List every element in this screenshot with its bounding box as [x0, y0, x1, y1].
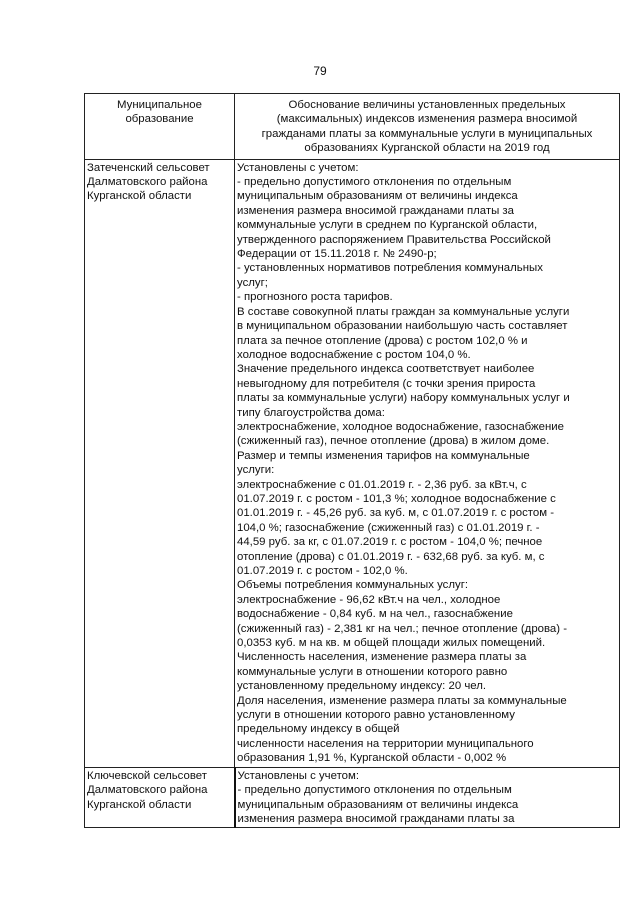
table-row: [85, 159, 620, 767]
municipality-line: Курганской области: [87, 798, 192, 811]
text-line: услуг;: [237, 276, 268, 289]
text-line: Доля населения, изменение размера платы за коммунальные: [237, 694, 567, 707]
text-line: изменения размера вносимой гражданами платы за: [237, 812, 515, 825]
text-line: плата за печное отопление (дрова) с ростом 102,0 % и: [237, 334, 528, 347]
text-line: - предельно допустимого отклонения по отдельным: [237, 176, 512, 189]
text-line: электроснабжение - 96,62 кВт.ч на чел., холодное: [237, 593, 501, 606]
header-line: (максимальных) индексов изменения размера вносимой: [276, 113, 578, 126]
text-line: 44,59 руб. за кг, с 01.07.2019 г. с ростом - 104,0 %; печное: [237, 536, 543, 549]
justification-table: [84, 93, 620, 828]
text-line: установленному предельному индексу: 20 чел.: [237, 680, 487, 693]
municipality-cell: [85, 159, 235, 767]
text-line: Установлены с учетом:: [237, 769, 359, 782]
municipality-line: Далматовского района: [87, 784, 208, 797]
text-line: (сжиженный газ), печное отопление (дрова) в жилом доме.: [237, 435, 550, 448]
text-line: Размер и темпы изменения тарифов на коммунальные: [237, 449, 530, 462]
text-line: электроснабжение, холодное водоснабжение, газоснабжение: [237, 420, 564, 433]
text-line: предельному индексу в общей: [237, 723, 400, 736]
text-line: холодное водоснабжение с ростом 104,0 %.: [237, 348, 471, 361]
header-line: Муниципальное: [117, 99, 202, 111]
text-line: муниципальным образованиям от величины индекса: [237, 190, 518, 203]
header-line: образование: [125, 113, 194, 126]
text-line: Установлены с учетом:: [237, 161, 359, 174]
header-line: образованиях Курганской области на 2019 год: [304, 142, 550, 155]
text-line: муниципальным образованиям от величины индекса: [237, 798, 519, 811]
text-line: - прогнозного роста тарифов.: [237, 291, 393, 304]
text-line: водоснабжение - 0,84 куб. м на чел., газоснабжение: [237, 608, 513, 621]
text-line: услуги в отношении которого равно установленному: [237, 709, 515, 722]
text-line: коммунальные услуги в отношении которого равно: [237, 665, 508, 678]
municipality-cell: [85, 767, 235, 828]
justification-cell: [235, 159, 620, 767]
text-line: платы за коммунальные услуги) набору коммунальных услуг и: [237, 392, 570, 405]
text-line: Объемы потребления коммунальных услуг:: [237, 579, 469, 592]
text-line: электроснабжение с 01.01.2019 г. - 2,36 руб. за кВт.ч, с: [237, 478, 527, 491]
text-line: коммунальные услуги в среднем по Курганской области,: [237, 219, 538, 232]
text-line: численности населения на территории муниципального: [237, 737, 534, 750]
text-line: 104,0 %; газоснабжение (сжиженный газ) с 01.01.2019 г. -: [237, 521, 540, 534]
text-line: изменения размера вносимой гражданами платы за: [237, 204, 514, 217]
text-line: 01.07.2019 г. с ростом - 102,0 %.: [237, 565, 408, 577]
header-line: гражданами платы за коммунальные услуги в муниципальных: [261, 127, 593, 140]
text-line: типу благоустройства дома:: [237, 406, 385, 419]
text-line: - установленных нормативов потребления коммунальных: [237, 262, 543, 275]
text-line: 01.01.2019 г. - 45,26 руб. за куб. м, с 01.07.2019 г. с ростом -: [237, 507, 555, 520]
text-line: В составе совокупной платы граждан за коммунальные услуги: [237, 305, 570, 318]
text-line: услуги:: [237, 464, 275, 477]
text-line: Значение предельного индекса соответствует наиболее: [237, 363, 535, 376]
text-line: 01.07.2019 г. с ростом - 101,3 %; холодное водоснабжение с: [237, 492, 556, 505]
municipality-line: Далматовского района: [87, 176, 208, 189]
text-line: невыгодному для потребителя (с точки зрения прироста: [237, 377, 536, 390]
text-line: (сжиженный газ) - 2,381 кг на чел.; печное отопление (дрова) -: [237, 622, 568, 635]
table-row: [85, 767, 620, 828]
text-line: Численность населения, изменение размера платы за: [237, 651, 527, 664]
text-line: утвержденного распоряжением Правительства Российской: [237, 233, 551, 246]
text-line: 0,0353 куб. м на кв. м общей площади жилых помещений.: [237, 637, 546, 650]
text-line: отопление (дрова) с 01.01.2019 г. - 632,68 руб. за куб. м, с: [237, 550, 545, 563]
header-municipality: [85, 94, 235, 160]
header-justification: [235, 94, 620, 160]
municipality-line: Курганской области: [87, 190, 192, 203]
municipality-line: Затеченский сельсовет: [87, 161, 210, 174]
page-number: 79: [313, 64, 327, 78]
header-line: Обоснование величины установленных предельных: [288, 99, 566, 111]
text-line: Федерации от 15.11.2018 г. № 2490-р;: [237, 248, 437, 261]
text-line: - предельно допустимого отклонения по отдельным: [237, 784, 512, 797]
text-line: в муниципальном образовании наибольшую часть составляет: [237, 320, 568, 333]
justification-cell: [235, 767, 620, 828]
table-header-row: [85, 94, 620, 160]
text-line: образования 1,91 %, Курганской области - 0,002 %: [237, 752, 507, 765]
municipality-line: Ключевской сельсовет: [87, 769, 207, 782]
